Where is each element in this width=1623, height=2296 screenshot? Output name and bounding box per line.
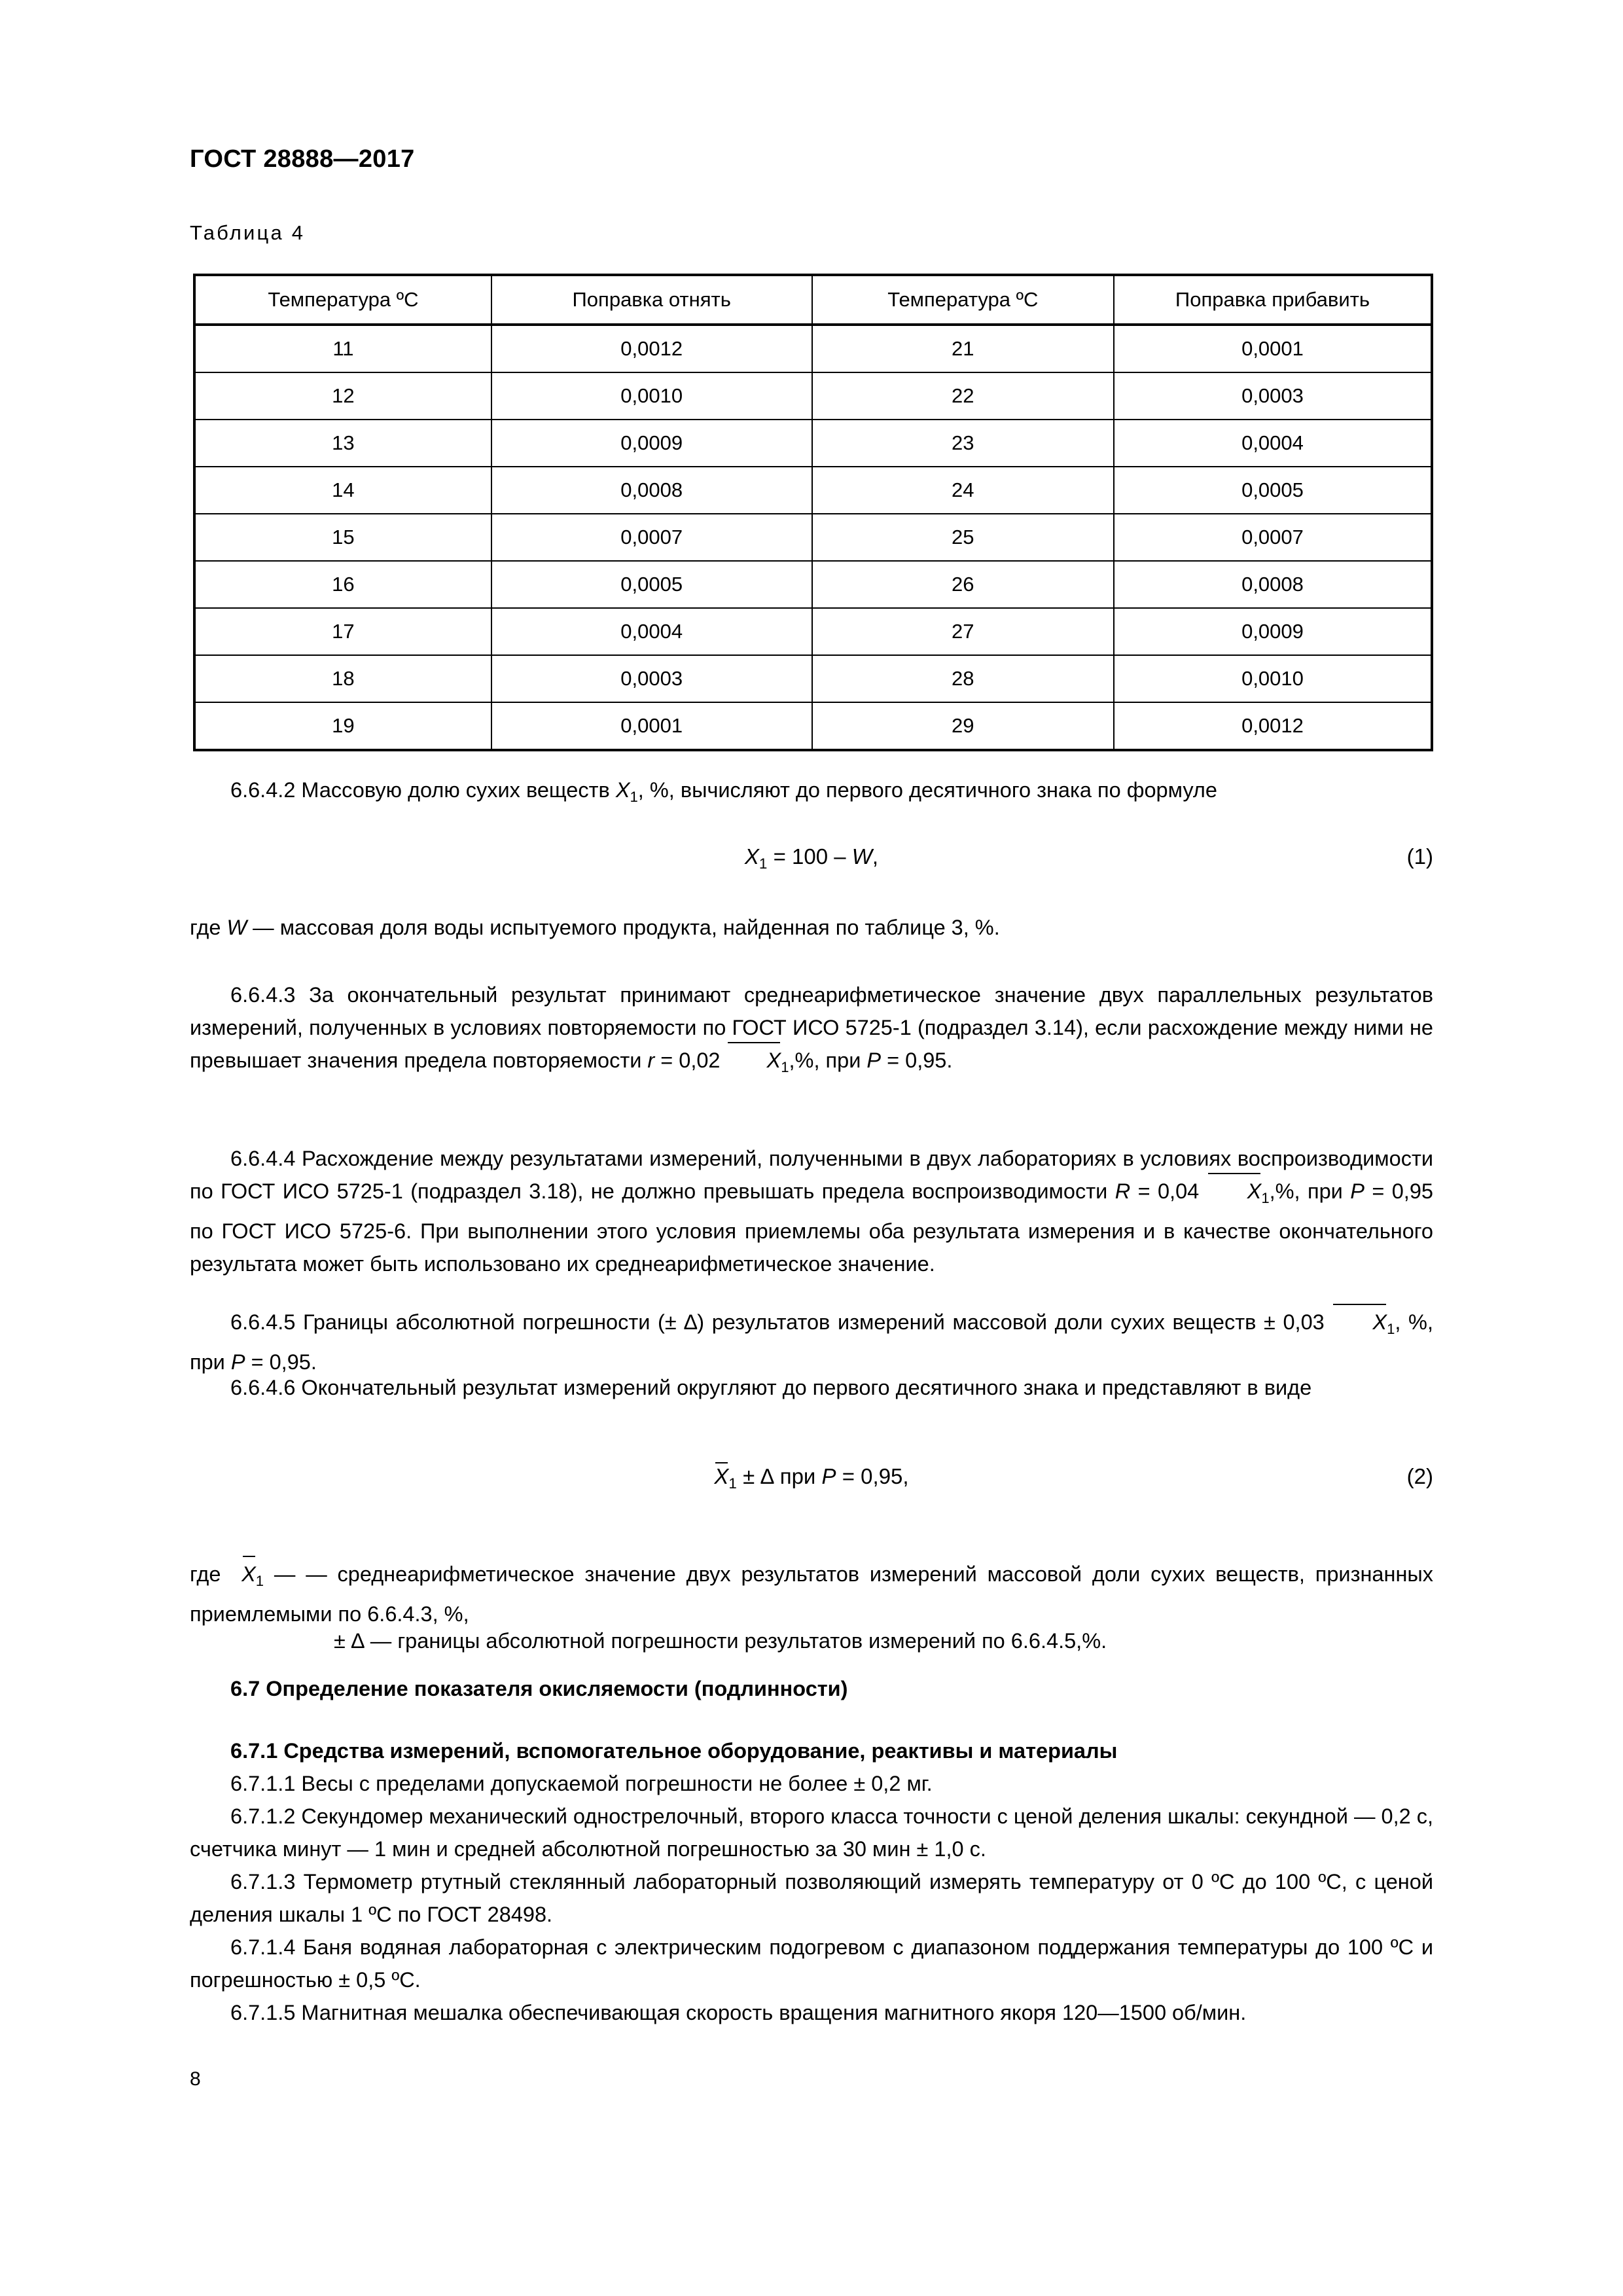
para-6643-text-b: = 0,02 bbox=[654, 1049, 726, 1072]
cell-temp-2: 23 bbox=[812, 420, 1114, 467]
para-6643-text-a: 6.6.4.3 За окончательный результат принимают среднеарифметическое значение двух параллельных результатов измерений, полученных в условиях повторяемости по ГОСТ ИСО 5725-1 (подраздел 3.14), если расхождение между ними не превышает значения предела повторяемости bbox=[190, 983, 1433, 1072]
cell-subtract: 0,0008 bbox=[491, 467, 812, 514]
heading-6-7-1: 6.7.1 Средства измерений, вспомогательное оборудование, реактивы и материалы bbox=[230, 1739, 1118, 1763]
variable-x-mean: X bbox=[726, 1044, 781, 1077]
para-6644-text-c: ,%, при bbox=[1269, 1179, 1351, 1203]
formula-2-p: P bbox=[821, 1464, 836, 1488]
heading-6-7: 6.7 Определение показателя окисляемости (подлинности) bbox=[230, 1677, 848, 1700]
where-x-definition: где $X_1$ — — среднеарифметическое значение двух результатов измерений массовой доли сухих веществ, признанных приемлемыми по 6.6.4.3, %, bbox=[190, 1558, 1433, 1630]
variable-x-mean: X bbox=[241, 1558, 256, 1590]
where-delta-definition bbox=[190, 1624, 1433, 1657]
formula-1-body bbox=[744, 844, 879, 872]
variable-p: P bbox=[1350, 1179, 1364, 1203]
para-6644-text-b: = 0,04 bbox=[1130, 1179, 1207, 1203]
cell-add: 0,0001 bbox=[1114, 325, 1432, 372]
paragraph-6-7-1-1: 6.7.1.1 Весы с пределами допускаемой погрешности не более ± 0,2 мг. bbox=[230, 1772, 933, 1795]
correction-table bbox=[193, 274, 1433, 751]
para-6645-text-a: 6.6.4.5 Границы абсолютной погрешности (± ∆) результатов измерений массовой доли сухих веществ ± 0,03 bbox=[230, 1310, 1332, 1334]
paragraph-6-6-4-6: 6.6.4.6 Окончательный результат измерений округляют до первого десятичного знака и представляют в виде bbox=[230, 1376, 1312, 1399]
para-6645-text-c: = 0,95. bbox=[245, 1350, 317, 1374]
paragraph-6-7-1-5: 6.7.1.5 Магнитная мешалка обеспечивающая скорость вращения магнитного якоря 120—1500 об/мин. bbox=[230, 2001, 1247, 2024]
cell-subtract: 0,0003 bbox=[491, 655, 812, 702]
cell-temp-1: 12 bbox=[194, 372, 491, 420]
formula-1-x-subscript: 1 bbox=[758, 855, 768, 872]
formula-2-body bbox=[714, 1464, 909, 1492]
paragraph-6-6-4-5 bbox=[190, 1306, 1433, 1378]
page-number: 8 bbox=[190, 2068, 201, 2090]
paragraph-6-7-1-4: 6.7.1.4 Баня водяная лабораторная с электрическим подогревом с диапазоном поддержания температуры до 100 ºC и погрешностью ± 0,5 ºC. bbox=[190, 1935, 1433, 1992]
col-header-temp-2: Температура ºC bbox=[812, 275, 1114, 325]
variable-x-mean-subscript: 1 bbox=[781, 1059, 789, 1076]
variable-x-subscript: 1 bbox=[630, 789, 638, 806]
variable-r-cap: R bbox=[1115, 1179, 1131, 1203]
table-row bbox=[194, 372, 1432, 420]
cell-subtract: 0,0001 bbox=[491, 702, 812, 750]
formula-2 bbox=[190, 1464, 1433, 1492]
variable-x-mean: X bbox=[1207, 1175, 1262, 1208]
cell-add: 0,0005 bbox=[1114, 467, 1432, 514]
table-row bbox=[194, 561, 1432, 608]
para-6642-text-a: 6.6.4.2 Массовую долю сухих веществ bbox=[230, 778, 616, 802]
table-caption: Таблица 4 bbox=[190, 221, 306, 244]
table-row bbox=[194, 420, 1432, 467]
cell-add: 0,0010 bbox=[1114, 655, 1432, 702]
col-header-add: Поправка прибавить bbox=[1114, 275, 1432, 325]
table-row bbox=[194, 702, 1432, 750]
cell-temp-2: 27 bbox=[812, 608, 1114, 655]
cell-temp-1: 15 bbox=[194, 514, 491, 561]
formula-1-operator: = 100 – bbox=[767, 844, 852, 869]
variable-x-mean-subscript: 1 bbox=[255, 1573, 264, 1590]
variable-w: W bbox=[226, 916, 247, 939]
table-row bbox=[194, 514, 1432, 561]
cell-add: 0,0004 bbox=[1114, 420, 1432, 467]
para-6642-text-b: , %, вычисляют до первого десятичного знака по формуле bbox=[637, 778, 1217, 802]
formula-1-comma: , bbox=[872, 844, 879, 869]
where-w-definition bbox=[190, 911, 1433, 944]
cell-temp-1: 16 bbox=[194, 561, 491, 608]
col-header-subtract: Поправка отнять bbox=[491, 275, 812, 325]
table-row bbox=[194, 655, 1432, 702]
cell-add: 0,0009 bbox=[1114, 608, 1432, 655]
cell-temp-2: 24 bbox=[812, 467, 1114, 514]
cell-temp-1: 19 bbox=[194, 702, 491, 750]
cell-subtract: 0,0007 bbox=[491, 514, 812, 561]
formula-2-number: (2) bbox=[1406, 1464, 1433, 1488]
correction-table-wrapper bbox=[193, 274, 1433, 751]
where-delta-text: границы абсолютной погрешности результатов измерений по 6.6.4.5,%. bbox=[397, 1629, 1107, 1653]
formula-2-x-subscript: 1 bbox=[728, 1475, 737, 1492]
paragraph-6-7-1-2: 6.7.1.2 Секундомер механический однострелочный, второго класса точности с ценой деления шкалы: секундной — 0,2 с, счетчика минут — 1 мин и средней абсолютной погрешностью за 30 мин ± 1,0 с. bbox=[190, 1804, 1433, 1861]
cell-add: 0,0012 bbox=[1114, 702, 1432, 750]
where-w-text: — массовая доля воды испытуемого продукта, найденная по таблице 3, %. bbox=[247, 916, 1000, 939]
para-6643-text-c: ,%, при bbox=[789, 1049, 867, 1072]
variable-r: r bbox=[647, 1049, 655, 1072]
formula-1-x: X bbox=[744, 844, 759, 869]
cell-subtract: 0,0012 bbox=[491, 325, 812, 372]
cell-temp-2: 28 bbox=[812, 655, 1114, 702]
cell-temp-1: 18 bbox=[194, 655, 491, 702]
formula-1-number: (1) bbox=[1406, 844, 1433, 869]
where-label: где bbox=[190, 916, 227, 939]
table-head bbox=[194, 275, 1432, 325]
formula-2-tail: = 0,95, bbox=[836, 1464, 909, 1488]
cell-temp-1: 14 bbox=[194, 467, 491, 514]
where-label-2: где bbox=[190, 1562, 221, 1586]
formula-1 bbox=[190, 844, 1433, 872]
cell-temp-2: 21 bbox=[812, 325, 1114, 372]
cell-temp-1: 13 bbox=[194, 420, 491, 467]
col-header-temp-1: Температура ºC bbox=[194, 275, 491, 325]
cell-temp-2: 25 bbox=[812, 514, 1114, 561]
cell-add: 0,0003 bbox=[1114, 372, 1432, 420]
cell-temp-1: 11 bbox=[194, 325, 491, 372]
table-row bbox=[194, 608, 1432, 655]
cell-subtract: 0,0004 bbox=[491, 608, 812, 655]
para-6645-text-b: , %, при bbox=[190, 1310, 1433, 1374]
cell-temp-2: 22 bbox=[812, 372, 1114, 420]
table-row bbox=[194, 325, 1432, 372]
paragraph-6-7-1-3: 6.7.1.3 Термометр ртутный стеклянный лабораторный позволяющий измерять температуру от 0 ºC до 100 ºC, с ценой деления шкалы 1 ºC по ГОСТ 28498. bbox=[190, 1870, 1433, 1926]
formula-2-x-mean: X bbox=[714, 1464, 729, 1488]
paragraph-6-6-4-3 bbox=[190, 978, 1433, 1084]
formula-1-w: W bbox=[851, 844, 872, 869]
cell-temp-2: 26 bbox=[812, 561, 1114, 608]
cell-add: 0,0008 bbox=[1114, 561, 1432, 608]
variable-x: X bbox=[615, 778, 630, 802]
variable-x-mean-subscript: 1 bbox=[1387, 1321, 1395, 1338]
variable-x-mean: X bbox=[1332, 1306, 1387, 1338]
paragraph-6-6-4-4 bbox=[190, 1142, 1433, 1280]
variable-p: P bbox=[866, 1049, 882, 1072]
table-row bbox=[194, 467, 1432, 514]
para-6644-text-d: = 0,95 по ГОСТ ИСО 5725-6. При выполнении этого условия приемлемы оба результата измерения и в качестве окончательного результата может быть использовано их среднеарифметическое значение. bbox=[190, 1179, 1433, 1276]
cell-temp-1: 17 bbox=[194, 608, 491, 655]
where-x-text: — среднеарифметическое значение двух результатов измерений массовой доли сухих веществ, признанных приемлемыми по 6.6.4.3, %, bbox=[190, 1562, 1434, 1626]
cell-temp-2: 29 bbox=[812, 702, 1114, 750]
variable-x-mean-subscript: 1 bbox=[1261, 1190, 1270, 1207]
cell-subtract: 0,0009 bbox=[491, 420, 812, 467]
cell-subtract: 0,0010 bbox=[491, 372, 812, 420]
cell-subtract: 0,0005 bbox=[491, 561, 812, 608]
cell-add: 0,0007 bbox=[1114, 514, 1432, 561]
variable-p: P bbox=[230, 1350, 245, 1374]
where-delta-label: ± ∆ — bbox=[334, 1629, 392, 1653]
standard-header: ГОСТ 28888—2017 bbox=[190, 145, 415, 173]
where-delta-row bbox=[334, 1624, 1433, 1657]
table-body bbox=[194, 325, 1432, 750]
paragraph-6-6-4-2 bbox=[190, 774, 1433, 814]
formula-2-mid: ± ∆ при bbox=[736, 1464, 822, 1488]
para-6643-text-d: = 0,95. bbox=[881, 1049, 953, 1072]
para-6644-text-a: 6.6.4.4 Расхождение между результатами измерений, полученными в двух лабораториях в условиях воспроизводимости по ГОСТ ИСО 5725-1 (подраздел 3.18), не должно превышать предела воспроизводимости bbox=[190, 1147, 1433, 1203]
table-header-row bbox=[194, 275, 1432, 325]
